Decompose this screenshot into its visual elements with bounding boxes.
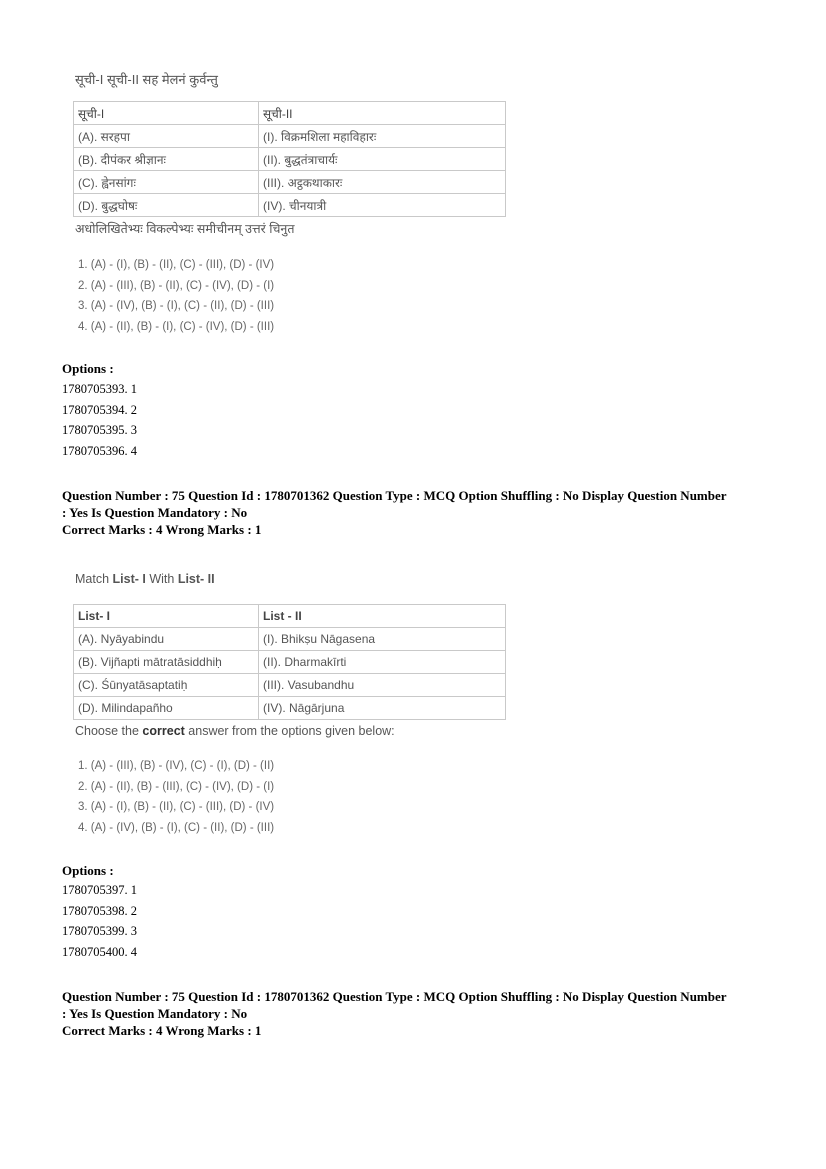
- table-cell: (IV). Nāgārjuna: [259, 697, 506, 720]
- choice-item: 1. (A) - (I), (B) - (II), (C) - (III), (D) - (IV): [78, 259, 275, 271]
- instruction-text: Choose the: [75, 724, 143, 738]
- table-row: [74, 697, 506, 720]
- question-metadata: [62, 487, 772, 538]
- option-item: 1780705395. 3: [62, 423, 137, 437]
- option-item: 1780705394. 2: [62, 402, 137, 417]
- question-instruction: अधोलिखितेभ्यः विकल्पेभ्यः समीचीनम् उत्तरं चिनुत: [75, 222, 295, 236]
- instruction-text: answer from the options given below:: [184, 724, 395, 738]
- intro-list1: List- I: [112, 572, 146, 586]
- option-item: 1780705399. 3: [62, 924, 137, 938]
- table-cell: (IV). चीनयात्री: [259, 194, 506, 217]
- option-item: 1780705397. 1: [62, 883, 137, 897]
- table-cell: (D). बुद्धघोषः: [74, 194, 259, 217]
- table-row: [74, 194, 506, 217]
- table-cell: (A). सरहपा: [74, 125, 259, 148]
- choice-item: 3. (A) - (IV), (B) - (I), (C) - (II), (D) - (III): [78, 300, 275, 312]
- table-row: [74, 674, 506, 697]
- option-item: 1780705398. 2: [62, 903, 137, 918]
- metadata-line: Question Number : 75 Question Id : 1780701362 Question Type : MCQ Option Shuffling : No Display Question Number: [62, 989, 727, 1004]
- table-cell: (III). Vasubandhu: [259, 674, 506, 697]
- options-heading: Options :: [62, 361, 114, 376]
- options-list: [62, 880, 137, 962]
- question-instruction: [75, 724, 395, 738]
- table-cell: (C). Śūnyatāsaptatiḥ: [74, 674, 259, 697]
- question-intro: [75, 572, 215, 586]
- intro-text: With: [145, 572, 178, 586]
- option-item: 1780705396. 4: [62, 443, 137, 458]
- choice-item: 3. (A) - (I), (B) - (II), (C) - (III), (D) - (IV): [78, 801, 275, 813]
- intro-text: Match: [75, 572, 113, 586]
- table-cell: (C). ह्वेनसांगः: [74, 171, 259, 194]
- choice-item: 2. (A) - (III), (B) - (II), (C) - (IV), (D) - (I): [78, 279, 275, 292]
- options-heading: Options :: [62, 863, 114, 878]
- table-row: [74, 125, 506, 148]
- table-header-row: [74, 605, 506, 628]
- table-cell: (A). Nyāyabindu: [74, 628, 259, 651]
- table-cell: (II). Dharmakīrti: [259, 651, 506, 674]
- metadata-line: Question Number : 75 Question Id : 1780701362 Question Type : MCQ Option Shuffling : No Display Question Number: [62, 488, 727, 503]
- table-cell: (I). Bhikṣu Nāgasena: [259, 628, 506, 651]
- table-cell: (III). अट्ठकथाकारः: [259, 171, 506, 194]
- table-header-cell: List- I: [74, 605, 259, 628]
- answer-choices: [78, 255, 274, 337]
- option-item: 1780705400. 4: [62, 944, 137, 959]
- table-row: [74, 171, 506, 194]
- table-cell: (B). दीपंकर श्रीज्ञानः: [74, 148, 259, 171]
- answer-choices: [78, 756, 274, 838]
- match-table: [73, 101, 506, 217]
- table-cell: (I). विक्रमशिला महाविहारः: [259, 125, 506, 148]
- table-cell: (D). Milindapañho: [74, 697, 259, 720]
- question-metadata: [62, 988, 772, 1039]
- metadata-line: Correct Marks : 4 Wrong Marks : 1: [62, 1023, 262, 1038]
- table-row: [74, 628, 506, 651]
- table-cell: (II). बुद्धतंत्राचार्यः: [259, 148, 506, 171]
- metadata-line: : Yes Is Question Mandatory : No: [62, 1006, 248, 1021]
- match-table: [73, 604, 506, 720]
- intro-list2: List- II: [177, 572, 215, 586]
- table-header-row: [74, 102, 506, 125]
- table-row: [74, 148, 506, 171]
- choice-item: 2. (A) - (II), (B) - (III), (C) - (IV), (D) - (I): [78, 780, 275, 793]
- table-header-cell: सूची-II: [259, 102, 506, 125]
- table-header-cell: सूची-I: [74, 102, 259, 125]
- metadata-line: Correct Marks : 4 Wrong Marks : 1: [62, 522, 262, 537]
- choice-item: 4. (A) - (IV), (B) - (I), (C) - (II), (D) - (III): [78, 821, 275, 834]
- question-intro: सूची-I सूची-II सह मेलनं कुर्वन्तु: [75, 72, 218, 87]
- metadata-line: : Yes Is Question Mandatory : No: [62, 505, 248, 520]
- table-cell: (B). Vijñapti mātratāsiddhiḥ: [74, 651, 259, 674]
- choice-item: 1. (A) - (III), (B) - (IV), (C) - (I), (D) - (II): [78, 760, 275, 772]
- instruction-emphasis: correct: [142, 724, 185, 738]
- option-item: 1780705393. 1: [62, 382, 137, 396]
- table-row: [74, 651, 506, 674]
- options-list: [62, 379, 137, 461]
- choice-item: 4. (A) - (II), (B) - (I), (C) - (IV), (D) - (III): [78, 320, 275, 333]
- table-header-cell: List - II: [259, 605, 506, 628]
